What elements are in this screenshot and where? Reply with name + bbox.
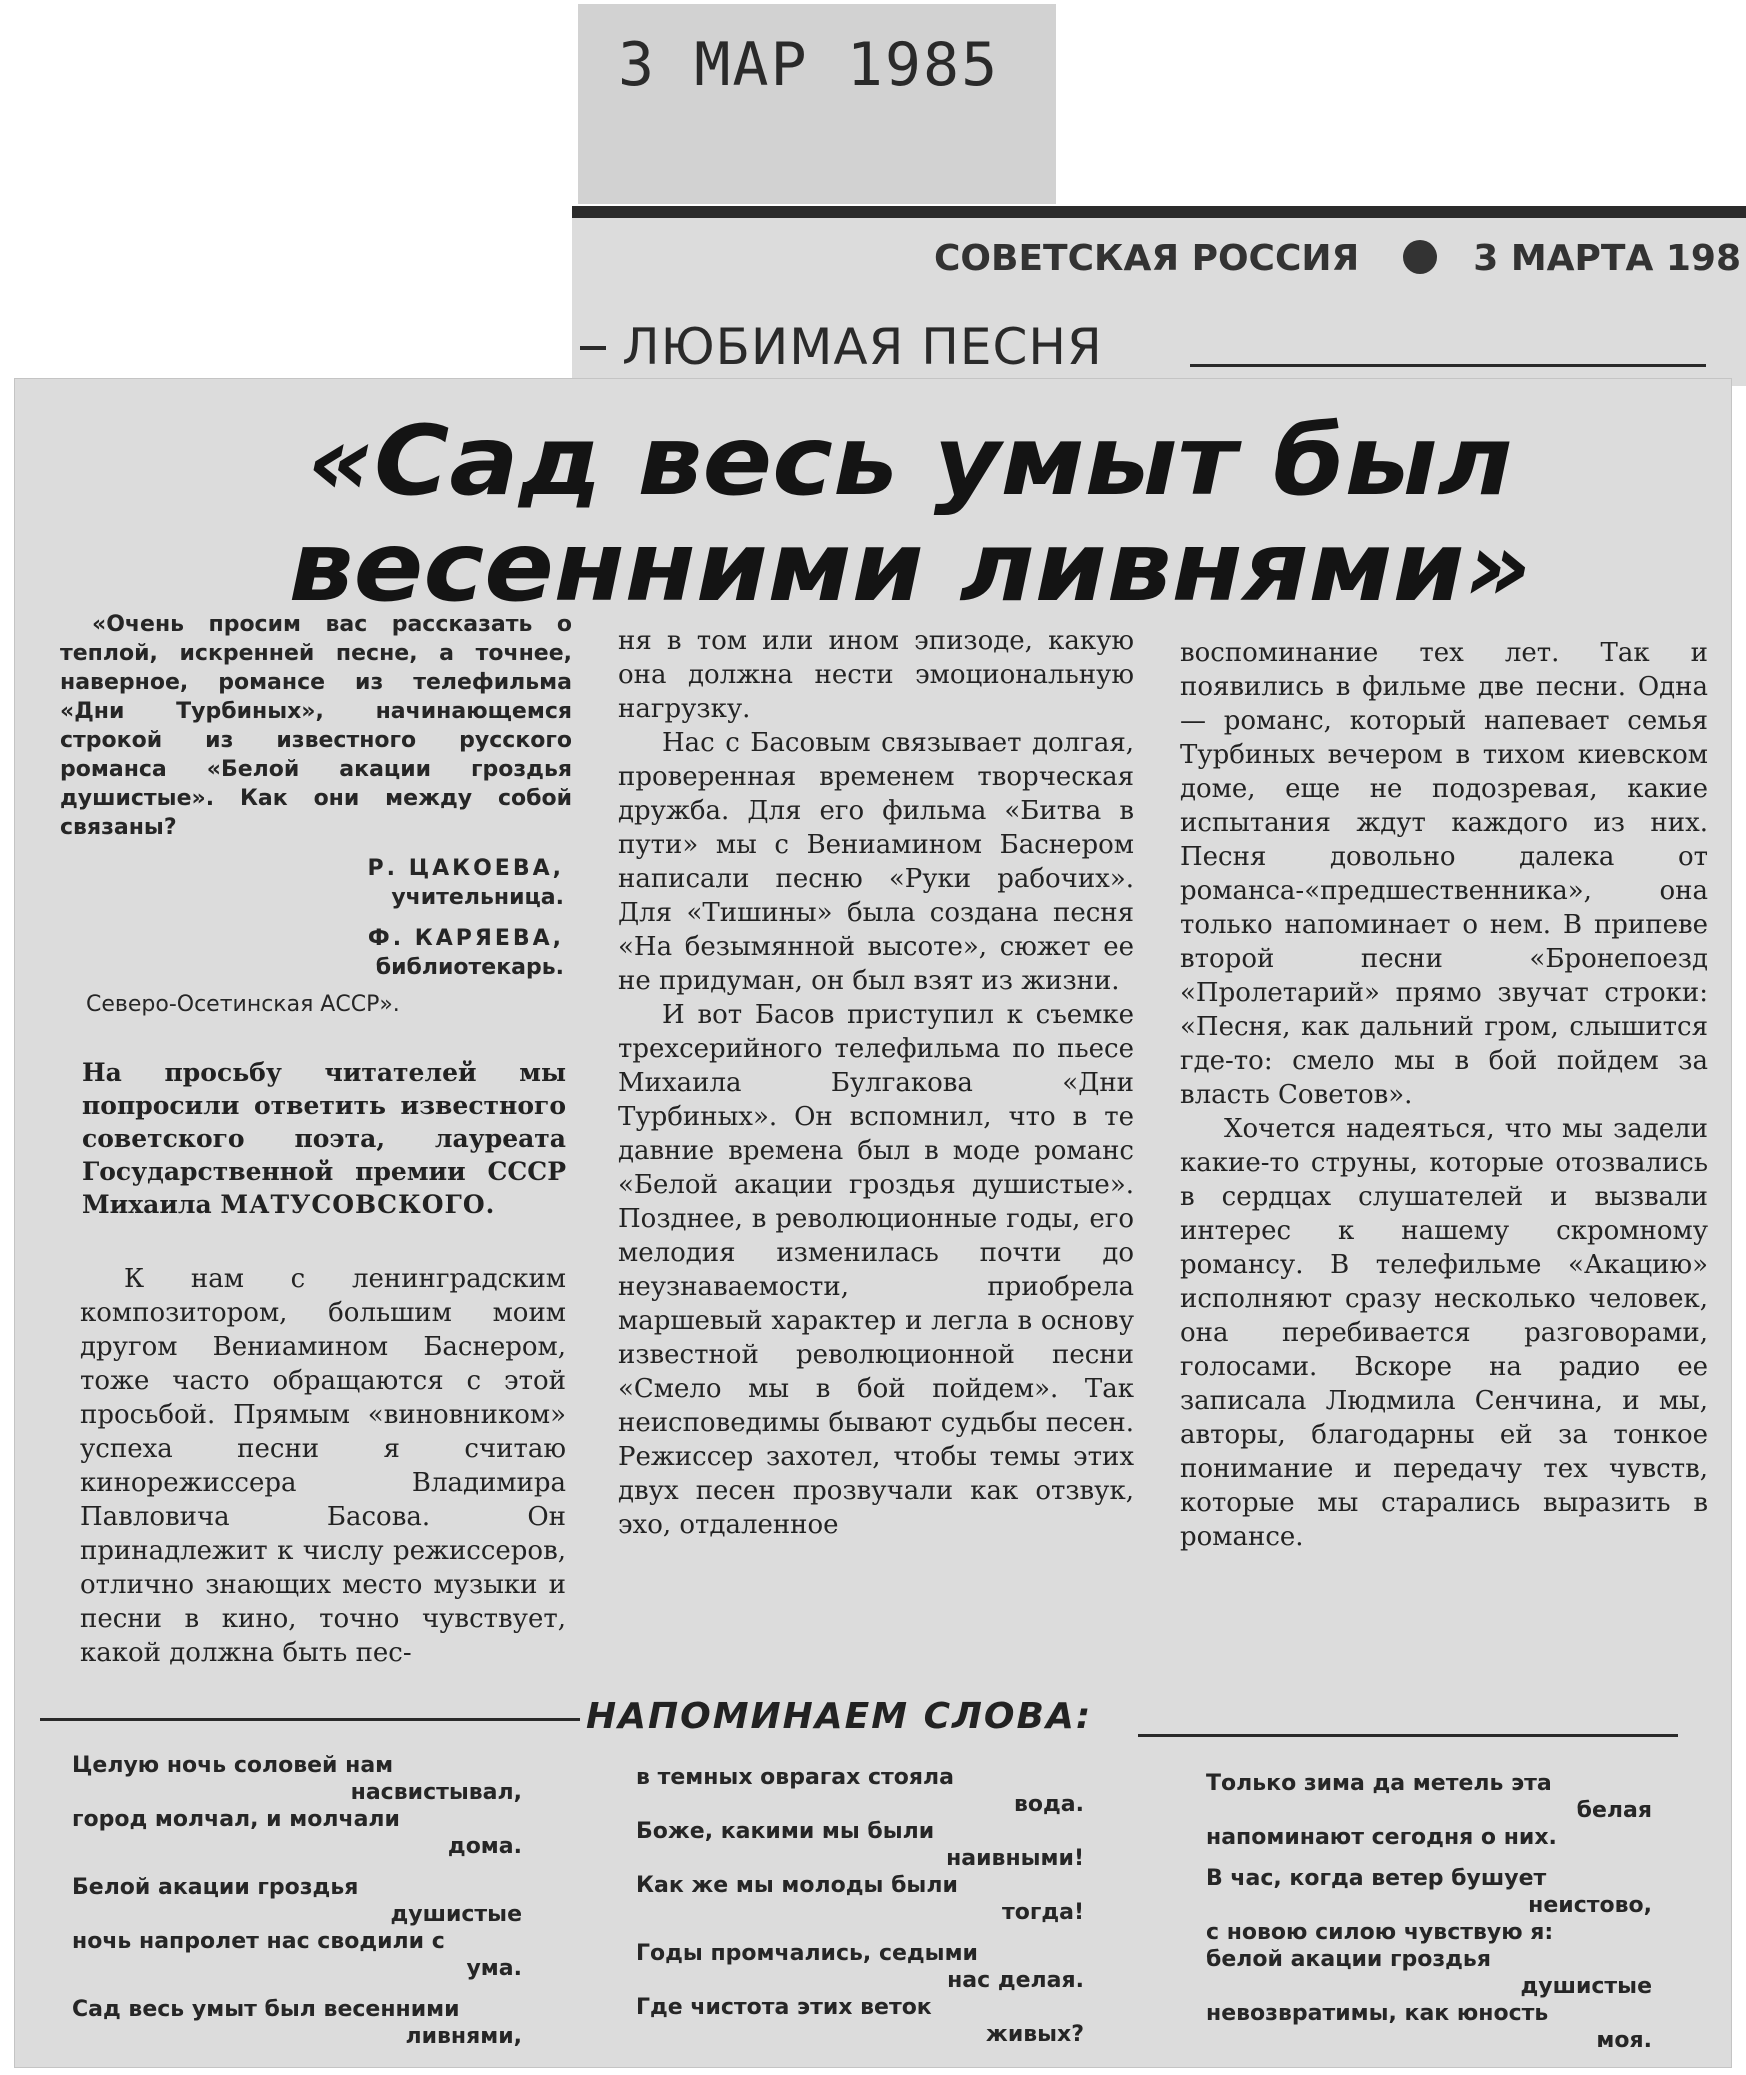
lyric-line: ума. (466, 1956, 522, 1981)
lyric-line: наивными! (946, 1846, 1084, 1871)
lyric-line: белая (1576, 1798, 1652, 1823)
masthead (934, 238, 1741, 279)
lyric-line: в темных оврагах стояла (636, 1765, 954, 1790)
stanza-gap (636, 1926, 1084, 1940)
rubric-rule-left (580, 346, 606, 350)
lyrics-heading: НАПОМИНАЕМ СЛОВА: (586, 1696, 1093, 1737)
intro-text: На просьбу читателей мы попросили ответить известного советского поэта, лауреата Государственной премии СССР Михаила (82, 1058, 566, 1219)
lyric-line: город молчал, и молчали (72, 1807, 400, 1832)
paragraph: Нас с Басовым связывает долгая, проверенная временем творческая дружба. Для его фильма «Битва в пути» мы с Вениамином Баснером написали песню «Руки рабочих». Для «Тишины» была создана песня «На безымянной высоте», сюжет ее не придуман, он был взят из жизни. (618, 728, 1134, 996)
date-stamp: 3 МАР 1985 (618, 30, 1000, 100)
lyrics-column-3 (1206, 1770, 1652, 2054)
masthead-rule (572, 206, 1746, 218)
lyric-line: нас делая. (947, 1968, 1084, 1993)
lyric-line: Годы промчались, седыми (636, 1941, 978, 1966)
stanza-gap (72, 1860, 522, 1874)
lyric-line: Как же мы молоды были (636, 1873, 958, 1898)
article-column-1 (80, 1262, 566, 1670)
reader-letter (60, 610, 572, 1019)
section-rule-right (1138, 1734, 1678, 1737)
lyric-line: вода. (1013, 1792, 1084, 1817)
lyric-line: моя. (1596, 2028, 1652, 2053)
author-name: МАТУСОВСКОГО. (220, 1190, 496, 1219)
paragraph: И вот Басов приступил к съемке трехсерийного телефильма по пьесе Михаила Булгакова «Дни Турбиных». Он вспомнил, что в те давние времена был в моде романс «Белой акации гроздья душистые». Позднее, в революционные годы, его мелодия изменилась почти до неузнаваемости, приобрела маршевый характер и легла в основу известной революционной песни «Смело мы в бой пойдем». Так неисповедимы бывают судьбы песен. Режиссер захотел, чтобы темы этих двух песен прозвучали как отзвук, эхо, отдаленное (618, 1000, 1134, 1540)
lyric-line: белой акации гроздья (1206, 1947, 1491, 1972)
lyrics-column-2 (636, 1764, 1084, 2048)
lyric-line: живых? (985, 2022, 1084, 2047)
paragraph: К нам с ленинградским композитором, большим моим другом Вениамином Баснером, тоже часто обращаются с этой просьбой. Прямым «виновником» успеха песни я считаю кинорежиссера Владимира Павловича Басова. Он принадлежит к числу режиссеров, отлично знающих место музыки и песни в кино, точно чувствует, какой должна быть пес- (80, 1264, 566, 1668)
lyric-line: напоминают сегодня о них. (1206, 1825, 1557, 1850)
lyric-line: Боже, какими мы были (636, 1819, 935, 1844)
letter-text: «Очень просим вас рассказать о теплой, искренней песне, а точнее, наверное, романсе из телефильма «Дни Турбиных», начинающемся строкой из известного русского романса «Белой акации гроздья душистые». Как они между собой связаны? (60, 612, 572, 840)
issue-date: 3 МАРТА 198 (1473, 238, 1741, 279)
lyric-line: невозвратимы, как юность (1206, 2001, 1549, 2026)
lyrics-column-1 (72, 1752, 522, 2050)
lyric-line: Белой акации гроздья (72, 1875, 359, 1900)
lyric-line: В час, когда ветер бушует (1206, 1866, 1547, 1891)
signature-2 (60, 924, 572, 982)
signer-role: библиотекарь. (375, 955, 564, 980)
rubric-rule-right (1190, 364, 1706, 367)
lyric-line: душистые (1520, 1974, 1652, 1999)
lyric-line: насвистывал, (350, 1780, 522, 1805)
paragraph: Хочется надеяться, что мы задели какие-то струны, которые отозвались в сердцах слушателей и вызвали интерес к нашему скромному романсу. В телефильме «Акацию» исполняют сразу несколько человек, она перебивается разговорами, голосами. Вскоре на радио ее записала Людмила Сенчина, и мы, авторы, благодарны ей за тонкое понимание и передачу тех чувств, которые мы старались выразить в романсе. (1180, 1114, 1708, 1552)
article-column-2 (618, 624, 1134, 1542)
lyric-line: Сад весь умыт был весенними (72, 1997, 460, 2022)
paragraph: воспоминание тех лет. Так и появились в фильме две песни. Одна — романс, который напевает семья Турбиных вечером в тихом киевском доме, еще не подозревая, какие испытания ждут каждого из них. Песня довольно далека от романса-«предшественника», она только напоминает о нем. В припеве второй песни «Бронепоезд «Пролетарий» прямо звучат строки: «Песня, как дальний гром, слышится где-то: смело мы в бой пойдем за власть Советов». (1180, 638, 1708, 1110)
signer-name: Ф. КАРЯЕВА, (367, 926, 564, 951)
signer-name: Р. ЦАКОЕВА, (367, 856, 564, 881)
lyric-line: ночь напролет нас сводили с (72, 1929, 445, 1954)
lyric-line: душистые (390, 1902, 522, 1927)
lyric-line: ливнями, (405, 2024, 522, 2049)
lyric-line: неистово, (1528, 1893, 1652, 1918)
rubric: ЛЮБИМАЯ ПЕСНЯ (622, 318, 1103, 376)
article-headline: «Сад весь умыт был весенними ливнями» (288, 405, 1532, 623)
lyric-line: с новою силою чувствую я: (1206, 1920, 1554, 1945)
paragraph: ня в том или ином эпизоде, какую она должна нести эмоциональную нагрузку. (618, 626, 1134, 724)
lyric-line: Целую ночь соловей нам (72, 1753, 394, 1778)
stanza-gap (72, 1982, 522, 1996)
lyric-line: Где чистота этих веток (636, 1995, 932, 2020)
editorial-intro (82, 1056, 566, 1221)
signature-1 (60, 854, 572, 912)
stanza-gap (1206, 1851, 1652, 1865)
bullet-icon (1403, 240, 1437, 274)
lyric-line: Только зима да метель эта (1206, 1771, 1552, 1796)
newspaper-name: СОВЕТСКАЯ РОССИЯ (934, 238, 1360, 279)
section-rule-left (40, 1718, 580, 1721)
article-column-3 (1180, 636, 1708, 1554)
signer-role: учительница. (391, 885, 564, 910)
lyric-line: дома. (447, 1834, 522, 1859)
lyric-line: тогда! (1001, 1900, 1084, 1925)
letter-region: Северо-Осетинская АССР». (86, 992, 400, 1017)
